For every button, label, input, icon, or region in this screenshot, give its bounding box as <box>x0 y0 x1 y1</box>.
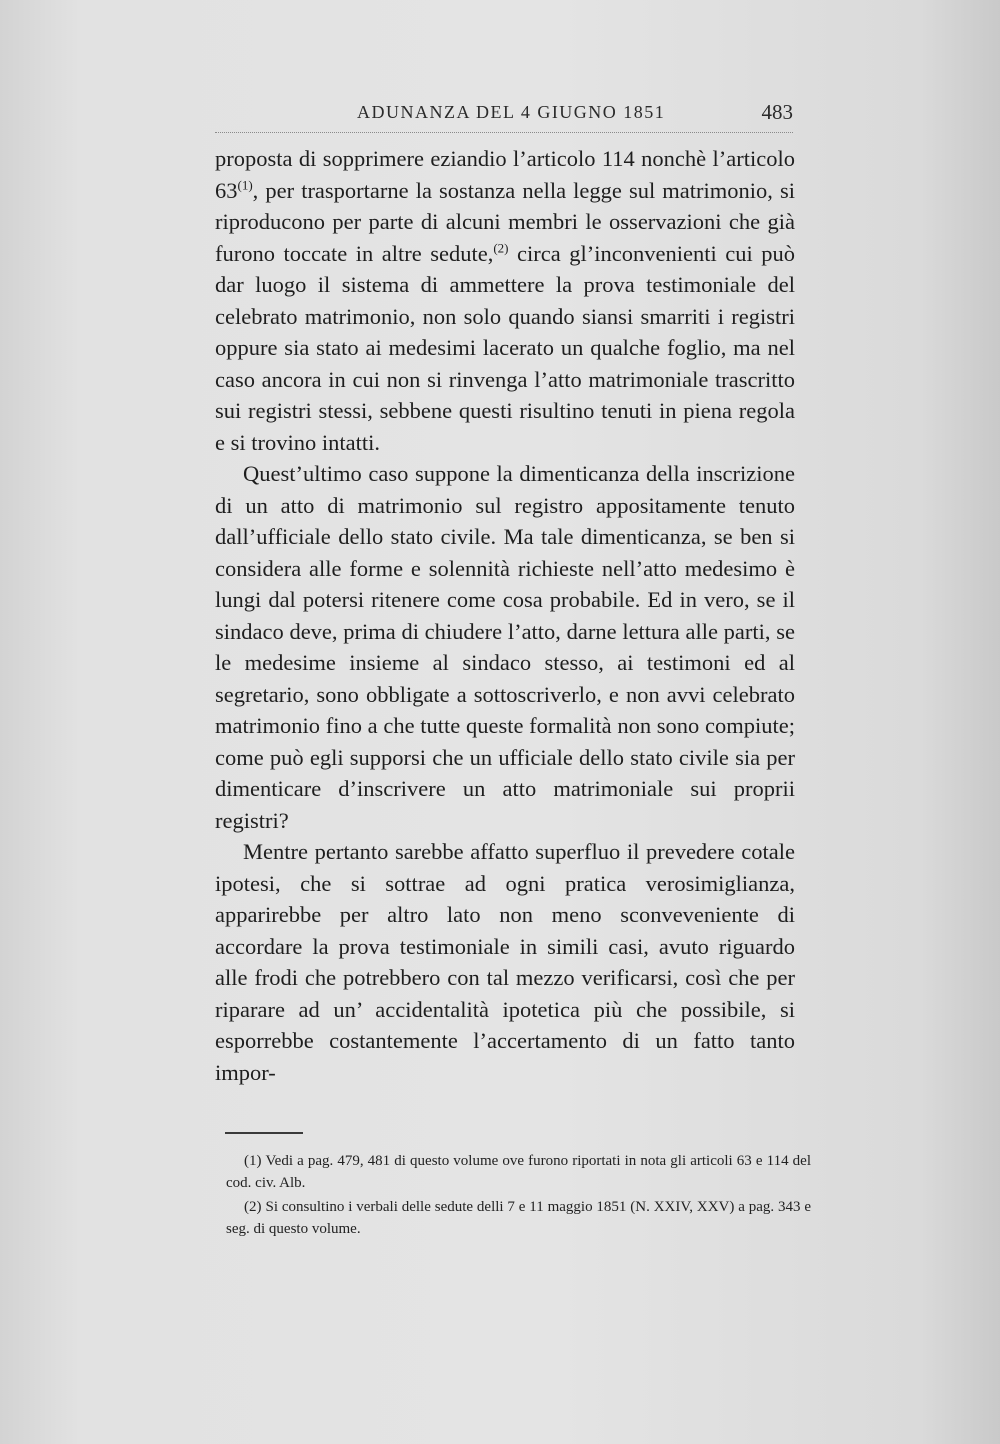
footnote-2 <box>226 1196 811 1240</box>
footnote-1-mark: (1) <box>244 1153 262 1169</box>
paragraph-3: Mentre pertanto sarebbe affatto superfluo il prevedere cotale ipotesi, che si sottrae ad ogni pratica verosimiglianza, apparirebbe per altro lato non meno sconveveniente di accordare la prova testimoniale in simili casi, avuto riguardo alle frodi che potrebbero con tal mezzo verificarsi, così che per riparare ad un’ accidentalità ipotetica più che possibile, si esporrebbe costantemente l’accertamento di un fatto tanto impor- <box>215 839 795 1085</box>
footnote-separator <box>225 1132 303 1134</box>
footnote-ref-1: (1) <box>237 177 253 192</box>
running-head: ADUNANZA DEL 4 GIUGNO 1851 <box>357 102 666 122</box>
paragraph-2: Quest’ultimo caso suppone la dimenticanza della inscrizione di un atto di matrimonio sul registro appositamente tenuto dall’ufficiale dello stato civile. Ma tale dimenticanza, se ben si considera alle forme e solennità richieste nell’atto medesimo è lungi dal potersi ritenere come cosa probabile. Ed in vero, se il sindaco deve, prima di chiudere l’atto, darne lettura alle parti, se le medesime insieme al sindaco stesso, ai testimoni ed al segretario, sono obbligate a sottoscriverlo, e non avvi celebrato matrimonio fino a che tutte queste formalità non sono compiute; come può egli supporsi che un ufficiale dello stato civile sia per dimenticare d’inscrivere un atto matrimoniale sui proprii registri? <box>215 461 795 833</box>
paragraph-1 <box>215 143 795 458</box>
paragraph-1-part-b: , per trasportarne la sostanza nella legge sul matrimonio, si riproducono per parte di alcuni membri le osservazioni che già furono toccate in altre sedute, <box>215 177 795 266</box>
footnote-2-text: Si consultino i verbali delle sedute delli 7 e 11 maggio 1851 (N. XXIV, XXV) a pag. 343 e seg. di questo volume. <box>226 1199 811 1237</box>
footnote-2-mark: (2) <box>244 1199 262 1215</box>
page-header <box>215 98 793 133</box>
body-text <box>215 143 795 1088</box>
footnotes <box>226 1150 811 1242</box>
paragraph-1-part-a: proposta di sopprimere eziandio l’articolo 114 nonchè l’articolo 63 <box>215 146 795 203</box>
footnote-ref-2: (2) <box>493 240 509 255</box>
paragraph-1-part-c: circa gl’inconvenienti cui può dar luogo il sistema di ammettere la prova testimoniale del celebrato matrimonio, non solo quando siansi smarriti i registri oppure sia stato ai medesimi lacerato un qualche foglio, ma nel caso ancora in cui non si rinvenga l’atto matrimoniale trascritto sui registri stessi, sebbene questi risultino tenuti in piena regola e si trovino intatti. <box>215 240 795 455</box>
footnote-1 <box>226 1150 811 1194</box>
footnote-1-text: Vedi a pag. 479, 481 di questo volume ove furono riportati in nota gli articoli 63 e 114 del cod. civ. Alb. <box>226 1153 811 1191</box>
page-number: 483 <box>761 100 793 124</box>
